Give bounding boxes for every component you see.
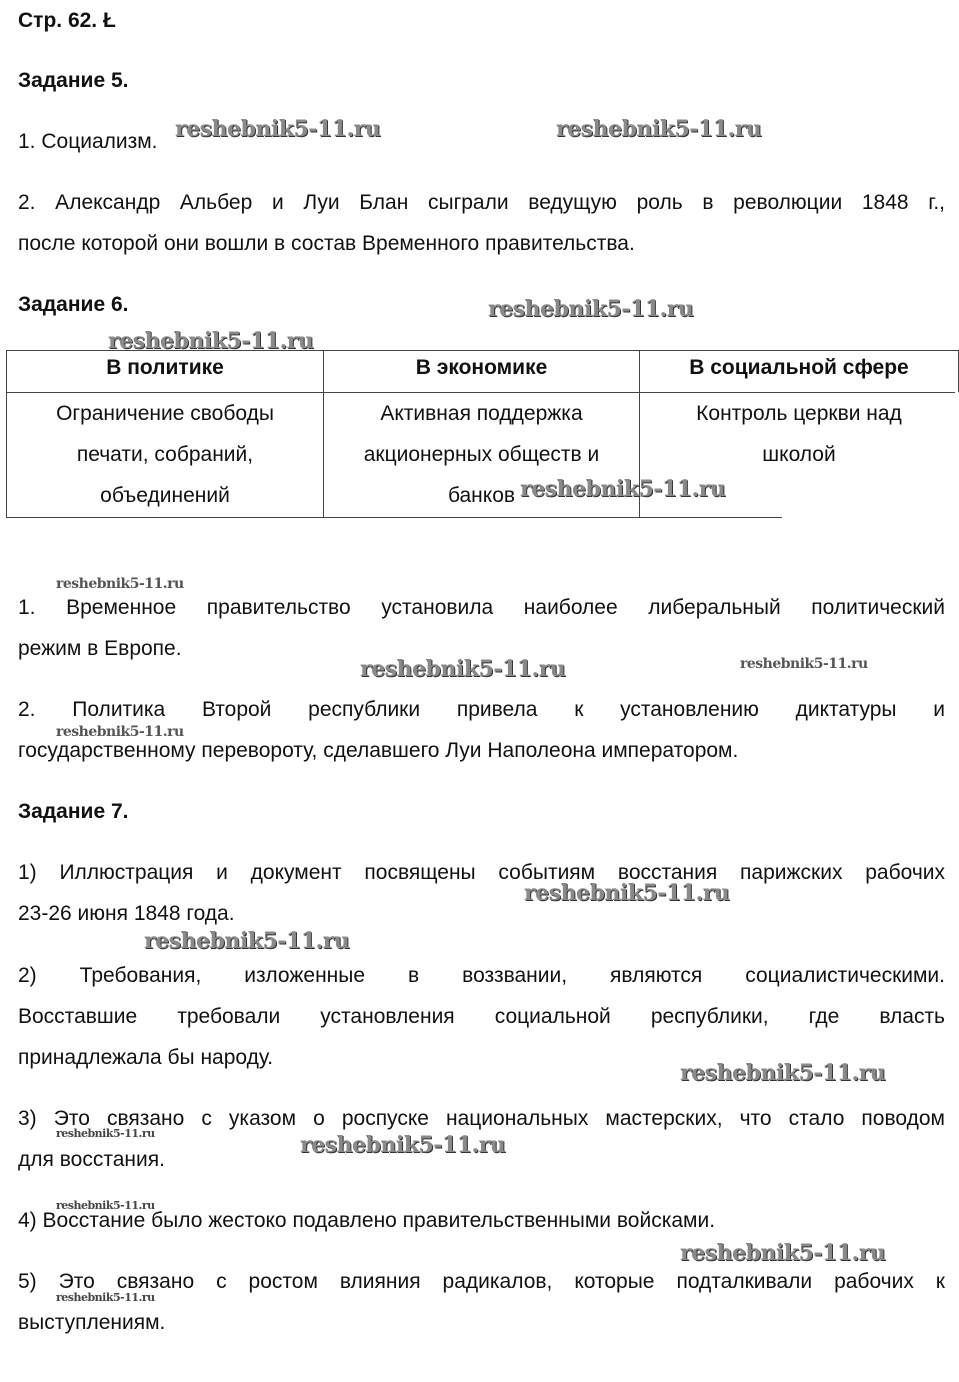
task7-answer-2-line3: принадлежала бы народу. xyxy=(18,1046,274,1069)
watermark: reshebnik5-11.ru xyxy=(524,880,730,906)
table-header-economy: В экономике xyxy=(324,351,640,393)
watermark: reshebnik5-11.ru xyxy=(488,296,694,322)
cell-line: банков xyxy=(447,484,516,507)
watermark: reshebnik5-11.ru xyxy=(144,928,350,954)
watermark: reshebnik5-11.ru xyxy=(108,328,314,354)
task7-heading: Задание 7. xyxy=(18,800,129,823)
task7-answer-4: 4) Восстание было жестоко подавлено правительственными войсками. xyxy=(18,1209,716,1232)
cell-line: печати, собраний, xyxy=(76,443,254,466)
table-border-mask xyxy=(782,514,959,520)
task7-answer-5-line2: выступлениям. xyxy=(18,1311,166,1334)
watermark: reshebnik5-11.ru xyxy=(740,656,868,672)
cell-line: школой xyxy=(762,443,836,466)
cell-line: Контроль церкви над xyxy=(696,402,902,425)
table-header-social: В социальной сфере xyxy=(640,351,959,393)
task6-heading: Задание 6. xyxy=(18,293,129,316)
cell-line: объединений xyxy=(100,484,230,507)
task7-answer-5-line1: 5) Это связано с ростом влияния радикалов, которые подталкивали рабочих к xyxy=(18,1270,945,1293)
table-row xyxy=(7,393,959,518)
task7-answer-3-line1: 3) Это связано с указом о роспуске национальных мастерских, что стало поводом xyxy=(18,1107,945,1130)
task5-answer-2-line2: после которой они вошли в состав Временного правительства. xyxy=(18,232,635,255)
task7-answer-2-line2: Восставшие требовали установления социальной республики, где власть xyxy=(18,1005,945,1028)
cell-line: Активная поддержка xyxy=(380,402,583,425)
watermark: reshebnik5-11.ru xyxy=(680,1240,886,1266)
watermark: reshebnik5-11.ru xyxy=(300,1132,506,1158)
task6-answer-2-line2: государственному перевороту, сделавшего Луи Наполеона императором. xyxy=(18,739,739,762)
watermark: reshebnik5-11.ru xyxy=(680,1060,886,1086)
cell-line: Ограничение свободы xyxy=(56,402,274,425)
task7-answer-1-line2: 23-26 июня 1848 года. xyxy=(18,902,235,925)
watermark: reshebnik5-11.ru xyxy=(175,116,381,142)
table-cell-politics xyxy=(7,393,324,518)
task7-answer-2-line1: 2) Требования, изложенные в воззвании, являются социалистическими. xyxy=(18,964,945,987)
table-border-mask-right xyxy=(955,392,959,520)
watermark: reshebnik5-11.ru xyxy=(360,656,566,682)
watermark: reshebnik5-11.ru xyxy=(556,116,762,142)
table-header-row xyxy=(7,351,959,393)
watermark: reshebnik5-11.ru xyxy=(56,724,184,740)
task5-answer-1: 1. Социализм. xyxy=(18,130,158,153)
task6-answer-1-line2: режим в Европе. xyxy=(18,637,182,660)
task6-table xyxy=(6,350,959,518)
task5-heading: Задание 5. xyxy=(18,69,129,92)
watermark: reshebnik5-11.ru xyxy=(56,576,184,592)
table-header-politics: В политике xyxy=(7,351,324,393)
cell-line: акционерных обществ и xyxy=(363,443,600,466)
watermark: reshebnik5-11.ru xyxy=(520,476,726,502)
task6-answer-1-line1: 1. Временное правительство установила наиболее либеральный политический xyxy=(18,596,945,619)
task6-answer-2-line1: 2. Политика Второй республики привела к установлению диктатуры и xyxy=(18,698,945,721)
watermark: reshebnik5-11.ru xyxy=(56,1291,155,1304)
page-header: Стр. 62. Ł xyxy=(18,9,116,32)
task7-answer-3-line2: для восстания. xyxy=(18,1148,165,1171)
task7-answer-1-line1: 1) Иллюстрация и документ посвящены событиям восстания парижских рабочих xyxy=(18,861,945,884)
watermark: reshebnik5-11.ru xyxy=(56,1127,155,1140)
watermark: reshebnik5-11.ru xyxy=(56,1199,155,1212)
task5-answer-2-line1: 2. Александр Альбер и Луи Блан сыграли ведущую роль в революции 1848 г., xyxy=(18,191,945,214)
